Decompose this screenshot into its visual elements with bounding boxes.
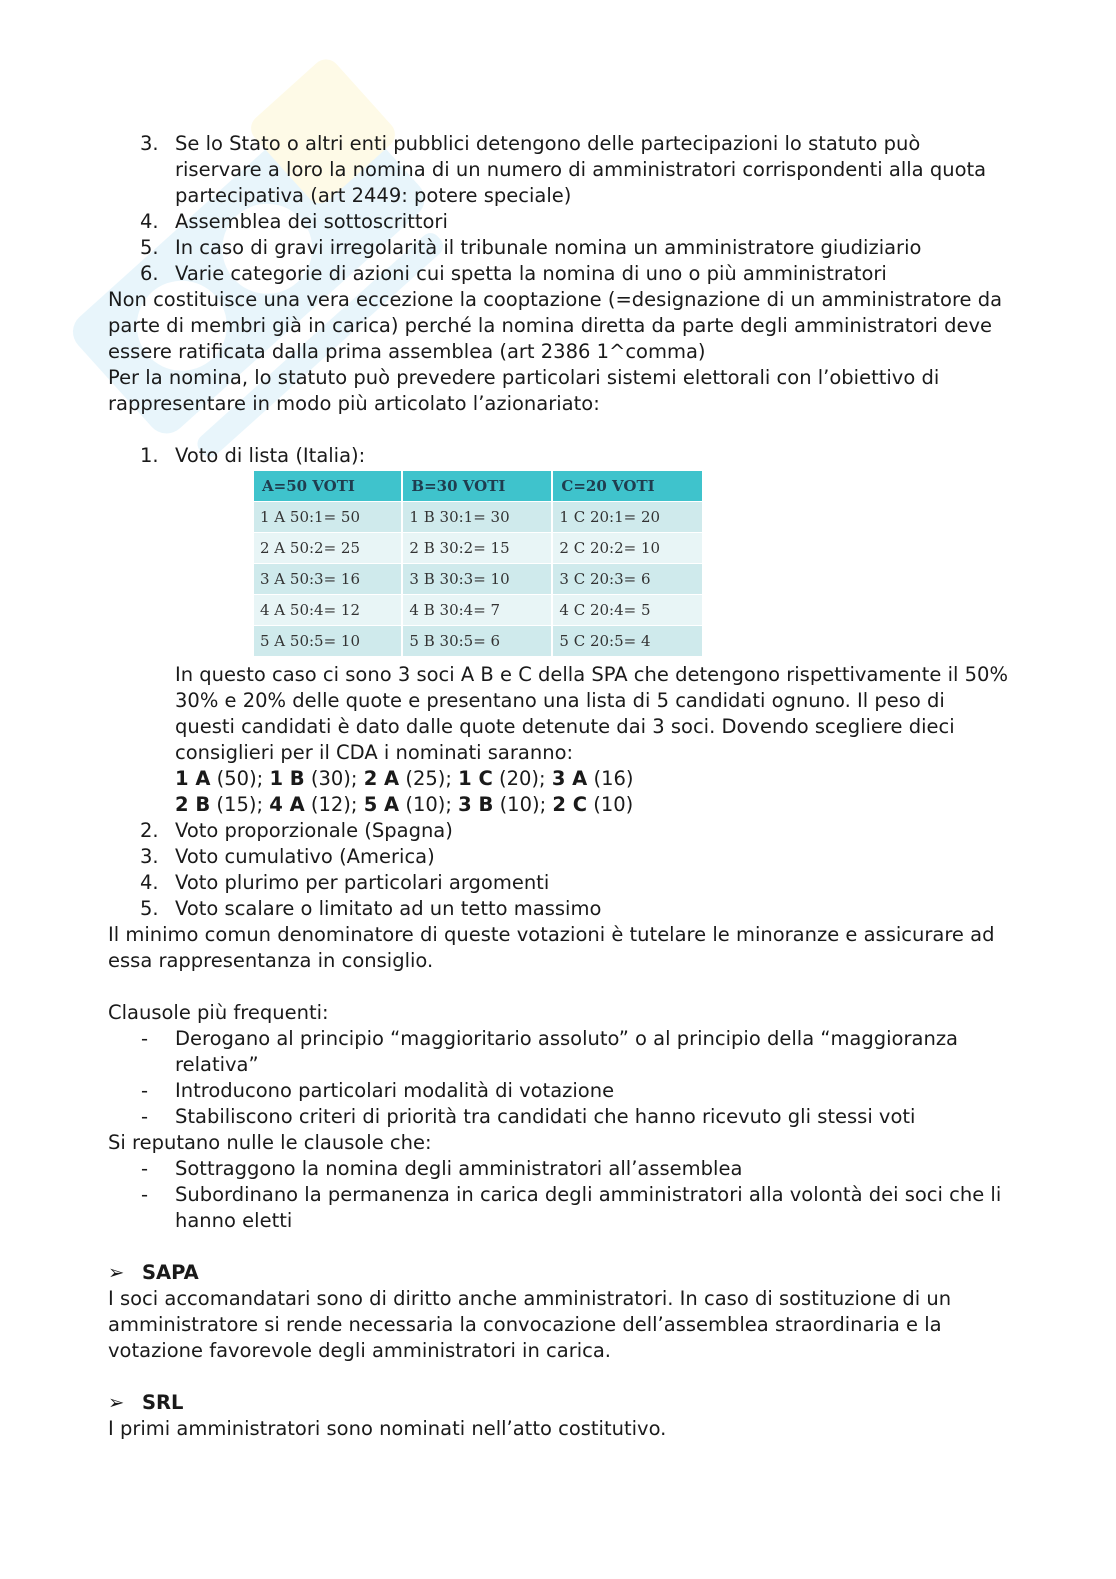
table-cell: 1 C 20:1= 20 xyxy=(552,502,703,533)
table-header-row xyxy=(254,471,703,502)
vote-table xyxy=(254,471,704,656)
paragraph-nomina: Per la nomina, lo statuto può prevedere particolari sistemi elettorali con l’obiettivo di rappresentare in modo più articolato l’azionariato: xyxy=(108,366,940,415)
list-item: - Derogano al principio “maggioritario assoluto” o al principio della “maggioranza relativa” xyxy=(141,1027,958,1076)
list-item: 4. Voto plurimo per particolari argomenti xyxy=(140,871,550,894)
list-item: 5. Voto scalare o limitato ad un tetto massimo xyxy=(140,897,602,920)
table-header-cell: B=30 VOTI xyxy=(402,471,552,502)
arrow-bullet-icon: ➢ xyxy=(108,1261,125,1284)
list-item: - Stabiliscono criteri di priorità tra candidati che hanno ricevuto gli stessi voti xyxy=(141,1105,916,1128)
appointment-exceptions-list xyxy=(108,131,1008,287)
table-cell: 3 C 20:3= 6 xyxy=(552,564,703,595)
table-row xyxy=(254,533,703,564)
clausole-list xyxy=(108,1026,1008,1130)
table-cell: 3 A 50:3= 16 xyxy=(254,564,402,595)
table-cell: 4 A 50:4= 12 xyxy=(254,595,402,626)
table-cell: 1 B 30:1= 30 xyxy=(402,502,552,533)
table-cell: 2 A 50:2= 25 xyxy=(254,533,402,564)
list-item: - Sottraggono la nomina degli amministratori all’assemblea xyxy=(141,1157,743,1180)
table-cell: 5 A 50:5= 10 xyxy=(254,626,402,657)
list-item: - Introducono particolari modalità di votazione xyxy=(141,1079,615,1102)
table-row xyxy=(254,626,703,657)
table-row xyxy=(254,502,703,533)
voting-system-item-1: 1. Voto di lista (Italia): xyxy=(140,444,366,467)
results-line-1: 1 A (50); 1 B (30); 2 A (25); 1 C (20); 3 A (16) xyxy=(175,767,634,790)
vote-explanation xyxy=(108,662,1008,818)
paragraph-minoranze: Il minimo comun denominatore di queste votazioni è tutelare le minoranze e assicurare ad essa rappresentanza in consiglio. xyxy=(108,923,995,972)
list-item: 4. Assemblea dei sottoscrittori xyxy=(140,210,448,233)
nulle-heading: Si reputano nulle le clausole che: xyxy=(108,1131,432,1154)
paragraph-srl: I primi amministratori sono nominati nell’atto costitutivo. xyxy=(108,1417,667,1440)
table-cell: 2 B 30:2= 15 xyxy=(402,533,552,564)
list-item: - Subordinano la permanenza in carica degli amministratori alla volontà dei soci che li hanno eletti xyxy=(141,1183,1002,1232)
list-item: 2. Voto proporzionale (Spagna) xyxy=(140,819,453,842)
explanation-text: In questo caso ci sono 3 soci A B e C della SPA che detengono rispettivamente il 50% 30% e 20% delle quote e presentano una lista di 5 candidati ognuno. Il peso di questi candidati è dato dalle quote detenute dai 3 soci. Dovendo scegliere dieci consiglieri per il CDA i nominati saranno: xyxy=(175,663,1008,764)
table-cell: 4 C 20:4= 5 xyxy=(552,595,703,626)
paragraph-cooptazione: Non costituisce una vera eccezione la cooptazione (=designazione di un amministratore da parte di membri già in carica) perché la nomina diretta da parte degli amministratori deve essere ratificata dalla prima assemblea (art 2386 1^comma) xyxy=(108,288,1003,363)
voting-systems-list xyxy=(108,818,1008,922)
clausole-heading: Clausole più frequenti: xyxy=(108,1001,329,1024)
table-cell: 5 B 30:5= 6 xyxy=(402,626,552,657)
table-header-cell: C=20 VOTI xyxy=(552,471,703,502)
table-cell: 1 A 50:1= 50 xyxy=(254,502,402,533)
table-cell: 3 B 30:3= 10 xyxy=(402,564,552,595)
table-cell: 2 C 20:2= 10 xyxy=(552,533,703,564)
table-row xyxy=(254,564,703,595)
results-line-2: 2 B (15); 4 A (12); 5 A (10); 3 B (10); 2 C (10) xyxy=(175,793,634,816)
list-item: 5. In caso di gravi irregolarità il tribunale nomina un amministratore giudiziario xyxy=(140,236,922,259)
vote-table-wrapper xyxy=(254,471,704,656)
table-cell: 5 C 20:5= 4 xyxy=(552,626,703,657)
table-header-cell: A=50 VOTI xyxy=(254,471,402,502)
table-cell: 4 B 30:4= 7 xyxy=(402,595,552,626)
list-item: 3. Voto cumulativo (America) xyxy=(140,845,435,868)
section-heading-sapa: ➢ SAPA xyxy=(108,1261,199,1284)
list-item: 3. Se lo Stato o altri enti pubblici detengono delle partecipazioni lo statuto può riservare a loro la nomina di un numero di amministratori corrispondenti alla quota partecipativa (art 2449: potere speciale) xyxy=(140,132,987,207)
list-item: 6. Varie categorie di azioni cui spetta la nomina di uno o più amministratori xyxy=(140,262,887,285)
arrow-bullet-icon: ➢ xyxy=(108,1391,125,1414)
nulle-list xyxy=(108,1156,1008,1234)
section-heading-srl: ➢ SRL xyxy=(108,1391,184,1414)
table-row xyxy=(254,595,703,626)
paragraph-sapa: I soci accomandatari sono di diritto anche amministratori. In caso di sostituzione di un amministratore si rende necessaria la convocazione dell’assemblea straordinaria e la votazione favorevole degli amministratori in carica. xyxy=(108,1287,952,1362)
document-page xyxy=(108,131,1008,1442)
